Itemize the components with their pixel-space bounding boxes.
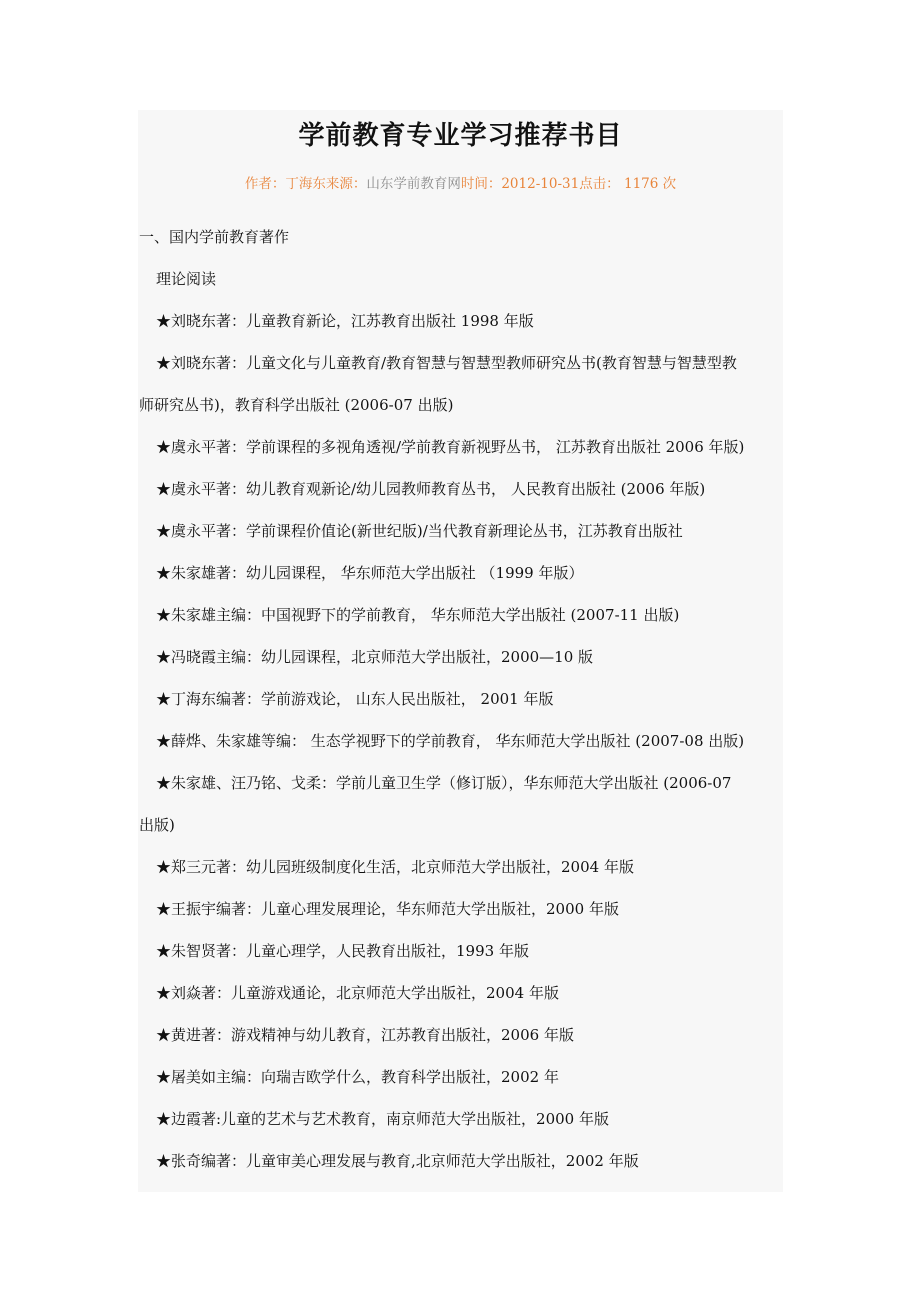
book-entry: ★朱家雄、汪乃铭、戈柔：学前儿童卫生学（修订版），华东师范大学出版社 (2006-07 [156, 774, 732, 792]
click-count: 1176 [623, 176, 659, 192]
book-entry: ★刘晓东著：儿童教育新论，江苏教育出版社 1998 年版 [156, 312, 534, 330]
book-entry: ★薛烨、朱家雄等编： 生态学视野下的学前教育， 华东师范大学出版社 (2007-08 出版) [156, 732, 745, 750]
book-entry: ★朱智贤著：儿童心理学，人民教育出版社，1993 年版 [156, 942, 529, 960]
book-entry: ★虞永平著：学前课程的多视角透视/学前教育新视野丛书， 江苏教育出版社 2006 年版) [156, 438, 745, 456]
book-entry: ★朱家雄主编：中国视野下的学前教育， 华东师范大学出版社 (2007-11 出版) [156, 606, 680, 624]
book-entry: ★郑三元著：幼儿园班级制度化生活，北京师范大学出版社，2004 年版 [156, 858, 634, 876]
page-title: 学前教育专业学习推荐书目 [298, 121, 623, 151]
clicks-unit: 次 [662, 176, 677, 192]
book-entry: ★朱家雄著：幼儿园课程， 华东师范大学出版社 （1999 年版） [156, 564, 584, 582]
subsection-heading: 理论阅读 [156, 270, 217, 288]
book-entry-continuation: 出版) [139, 816, 175, 834]
author-label: 作者： [244, 176, 286, 192]
book-entry: ★虞永平著：学前课程价值论(新世纪版)/当代教育新理论丛书，江苏教育出版社 [156, 522, 683, 540]
book-entry: ★刘晓东著：儿童文化与儿童教育/教育智慧与智慧型教师研究丛书(教育智慧与智慧型教 [156, 354, 737, 372]
source-link[interactable]: 山东学前教育网 [366, 176, 461, 192]
article-body [139, 216, 799, 1182]
section-heading: 一、国内学前教育著作 [139, 228, 290, 246]
book-entry: ★冯晓霞主编：幼儿园课程，北京师范大学出版社，2000—10 版 [156, 648, 594, 666]
book-entry: ★边霞著:儿童的艺术与艺术教育，南京师范大学出版社，2000 年版 [156, 1110, 609, 1128]
book-entry: ★丁海东编著：学前游戏论， 山东人民出版社， 2001 年版 [156, 690, 554, 708]
book-entry-continuation: 师研究丛书)，教育科学出版社 (2006-07 出版) [139, 396, 454, 414]
source-label: 来源： [325, 176, 367, 192]
book-entry: ★屠美如主编：向瑞吉欧学什么，教育科学出版社，2002 年 [156, 1068, 559, 1086]
publish-date: 2012-10-31 [501, 176, 580, 192]
book-entry: ★王振宇编著：儿童心理发展理论，华东师范大学出版社，2000 年版 [156, 900, 619, 918]
time-label: 时间： [460, 176, 502, 192]
author-name: 丁海东 [285, 176, 326, 192]
clicks-label: 点击： [579, 176, 620, 192]
book-entry: ★张奇编著：儿童审美心理发展与教育,北京师范大学出版社，2002 年版 [156, 1152, 639, 1170]
book-entry: ★黄进著：游戏精神与幼儿教育，江苏教育出版社，2006 年版 [156, 1026, 574, 1044]
book-entry: ★虞永平著：幼儿教育观新论/幼儿园教师教育丛书， 人民教育出版社 (2006 年版) [156, 480, 706, 498]
article-meta [138, 174, 783, 194]
book-entry: ★刘焱著：儿童游戏通论，北京师范大学出版社，2004 年版 [156, 984, 559, 1002]
